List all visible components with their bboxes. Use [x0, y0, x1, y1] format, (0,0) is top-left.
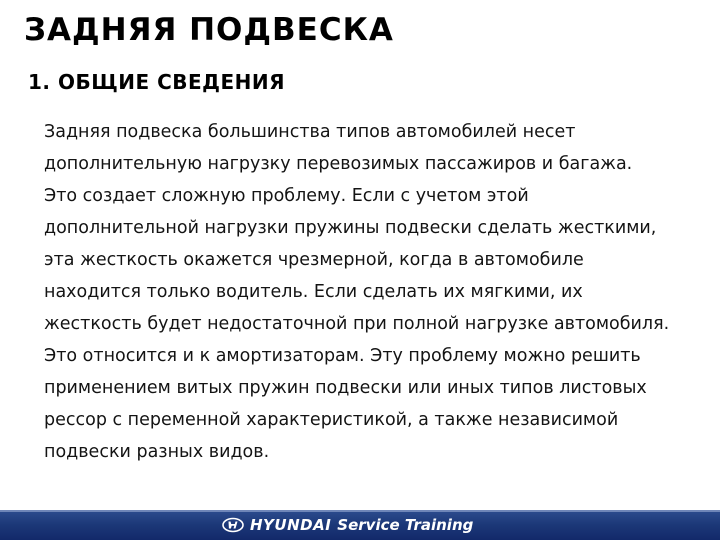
body-text [44, 116, 684, 468]
footer-logo [222, 516, 473, 534]
footer-brand: HYUNDAI [250, 516, 332, 534]
hyundai-logo-icon [222, 517, 244, 533]
paragraph-1: Задняя подвеска большинства типов автомобилей несет дополнительную нагрузку перевозимых пассажиров и багажа. [44, 122, 633, 174]
footer-bar [0, 510, 720, 540]
footer-tagline: Service Training [337, 516, 474, 534]
slide-title: ЗАДНЯЯ ПОДВЕСКА [24, 12, 394, 48]
section-heading: 1. ОБЩИЕ СВЕДЕНИЯ [28, 70, 286, 94]
paragraph-3: Это относится и к амортизаторам. Эту проблему можно решить применением витых пружин подвески или иных типов листовых рессор с переменной характеристикой, а также независимой подвески разных видов. [44, 346, 647, 462]
paragraph-2: Это создает сложную проблему. Если с учетом этой дополнительной нагрузки пружины подвески сделать жесткими, эта жесткость окажется чрезмерной, когда в автомобиле находится только водитель. Если сделать их мягкими, их жесткость будет недостаточной при полной нагрузке автомобиля. [44, 186, 670, 334]
